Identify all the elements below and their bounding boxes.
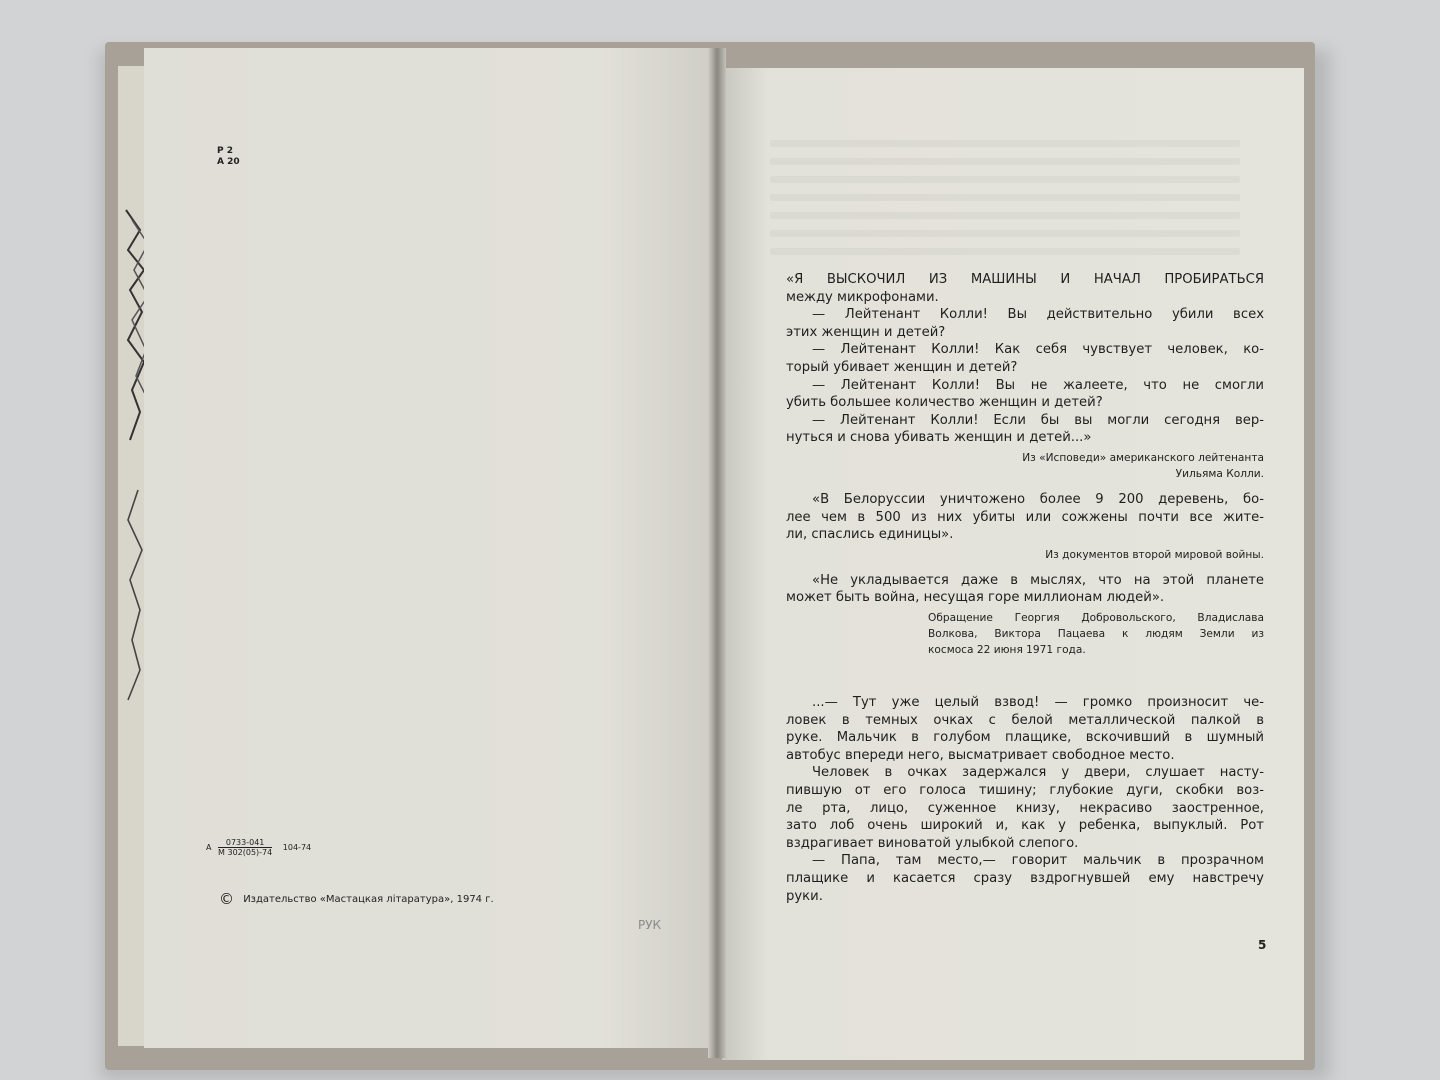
text-line: Человек в очках задержался у двери, слушает насту-	[812, 765, 1264, 781]
epigraph-source: Уильяма Колли.	[1175, 467, 1264, 480]
text-line: «Я ВЫСКОЧИЛ ИЗ МАШИНЫ И НАЧАЛ ПРОБИРАТЬСЯ	[786, 272, 1264, 287]
text-line: «В Белоруссии уничтожено более 9 200 деревень, бо-	[812, 491, 1264, 507]
text-line: пившую от его голоса тишину; глубокие дуги, скобки воз-	[786, 782, 1264, 798]
body-text	[786, 694, 1264, 905]
text-line: — Лейтенант Колли! Вы действительно убили всех	[812, 307, 1264, 323]
epigraph-source: Из «Исповеди» американского лейтенанта	[1022, 451, 1264, 464]
text-line: может быть война, несущая горе миллионам людей».	[786, 590, 1165, 606]
text-line: вздрагивает виноватой улыбкой слепого.	[786, 835, 1079, 851]
bbk-prefix: А	[206, 843, 212, 852]
showthrough-line	[770, 248, 1240, 255]
text-line: — Лейтенант Колли! Как себя чувствует человек, ко-	[812, 342, 1264, 358]
bbk-numerator: 0733-041	[218, 838, 272, 848]
page-number: 5	[1258, 938, 1267, 952]
text-line: — Лейтенант Колли! Вы не жалеете, что не смогли	[812, 377, 1264, 393]
text-line: плащике и касается сразу вздрогнувшей ему навстречу	[786, 870, 1264, 886]
epigraph-source: Обращение Георгия Добровольского, Владислава	[928, 611, 1264, 624]
text-line: этих женщин и детей?	[786, 324, 946, 340]
text-line: ли, спаслись единицы».	[786, 527, 954, 543]
bbk-index	[206, 838, 311, 857]
showthrough-line	[770, 230, 1240, 237]
text-line: автобус впереди него, высматривает свободное место.	[786, 747, 1175, 763]
library-code-line: Р 2	[217, 146, 233, 156]
text-line: ...— Тут уже целый взвод! — громко произносит че-	[812, 695, 1264, 710]
text-line: лее чем в 500 из них убиты или сожжены почти все жите-	[786, 509, 1264, 525]
text-line: между микрофонами.	[786, 289, 939, 305]
library-code	[217, 146, 240, 168]
epigraph-collins	[786, 271, 1264, 658]
text-line: ловек в темных очках с белой металлической палкой в	[786, 712, 1264, 728]
text-line: зато лоб очень широкий и, как у ребенка, выпуклый. Рот	[786, 818, 1264, 834]
text-line: руке. Мальчик в голубом плащике, вскочивший в шумный	[786, 730, 1264, 746]
epigraph-source: космоса 22 июня 1971 года.	[928, 643, 1086, 656]
showthrough-line	[770, 212, 1240, 219]
text-line: нуться и снова убивать женщин и детей...»	[786, 430, 1092, 446]
bbk-suffix: 104-74	[282, 843, 312, 852]
text-line: убить большее количество женщин и детей?	[786, 395, 1103, 411]
pencil-note: РУК	[638, 918, 662, 932]
text-line: «Не укладывается даже в мыслях, что на этой планете	[812, 572, 1264, 588]
text-line: торый убивает женщин и детей?	[786, 359, 1018, 375]
showthrough-line	[770, 140, 1240, 147]
showthrough-line	[770, 158, 1240, 165]
text-line: ле рта, лицо, суженное книзу, некрасиво заостренное,	[786, 800, 1264, 816]
copyright-icon: ©	[219, 890, 234, 908]
showthrough-line	[770, 194, 1240, 201]
bbk-fraction	[218, 838, 272, 857]
copyright-notice	[219, 890, 494, 908]
library-code-line: А 20	[217, 157, 240, 167]
text-line: — Папа, там место,— говорит мальчик в прозрачном	[812, 853, 1264, 869]
showthrough-line	[770, 176, 1240, 183]
text-line: руки.	[786, 888, 823, 904]
copyright-text: Издательство «Мастацкая літаратура», 1974 г.	[243, 894, 494, 905]
epigraph-source: Волкова, Виктора Пацаева к людям Земли из	[928, 627, 1264, 640]
epigraph-source: Из документов второй мировой войны.	[1045, 548, 1264, 561]
book-gutter	[708, 48, 726, 1058]
text-line: — Лейтенант Колли! Если бы вы могли сегодня вер-	[812, 412, 1264, 428]
bbk-denominator: М 302(05)-74	[218, 848, 273, 857]
